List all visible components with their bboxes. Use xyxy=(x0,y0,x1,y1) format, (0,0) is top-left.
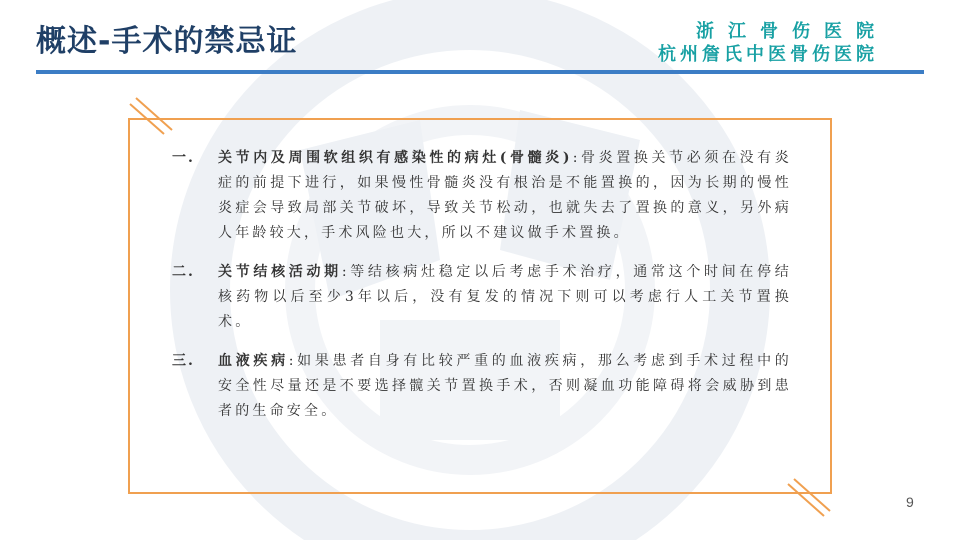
list-item xyxy=(172,146,792,246)
item-term: 关节内及周围软组织有感染性的病灶(骨髓炎) xyxy=(218,150,573,166)
item-number: 三. xyxy=(172,353,195,369)
item-body xyxy=(218,349,792,424)
list-item xyxy=(172,260,792,335)
contraindication-list xyxy=(172,146,792,438)
corner-stripes-bottom-right xyxy=(786,478,832,518)
slide-title: 概述-手术的禁忌证 xyxy=(36,24,298,59)
item-body xyxy=(218,146,792,246)
list-item xyxy=(172,349,792,424)
item-term: 关节结核活动期 xyxy=(218,264,342,280)
hospital-name-line1: 浙江骨伤医院 xyxy=(696,21,888,42)
item-separator: : xyxy=(572,150,581,166)
item-separator: : xyxy=(341,264,350,280)
title-divider xyxy=(36,70,924,74)
hospital-name-line2: 杭州詹氏中医骨伤医院 xyxy=(658,44,878,65)
item-text: 骨炎置换关节必须在没有炎症的前提下进行，如果慢性骨髓炎没有根治是不能置换的，因为长期的慢性炎症会导致局部关节破坏，导致关节松动，也就失去了置换的意义，另外病人年龄较大，手术风险也大，所以不建议做手术置换。 xyxy=(218,150,792,241)
item-term: 血液疾病 xyxy=(218,353,289,369)
item-number: 二. xyxy=(172,264,195,280)
item-text: 如果患者自身有比较严重的血液疾病，那么考虑到手术过程中的安全性尽量还是不要选择髋关节置换手术，否则凝血功能障碍将会威胁到患者的生命安全。 xyxy=(218,353,792,419)
corner-stripes-top-left xyxy=(128,96,174,136)
item-separator: : xyxy=(288,353,297,369)
page-number: 9 xyxy=(906,494,914,510)
item-number: 一. xyxy=(172,150,195,166)
item-body xyxy=(218,260,792,335)
item-text: 等结核病灶稳定以后考虑手术治疗，通常这个时间在停结核药物以后至少3年以后，没有复发的情况下则可以考虑行人工关节置换术。 xyxy=(218,264,792,330)
